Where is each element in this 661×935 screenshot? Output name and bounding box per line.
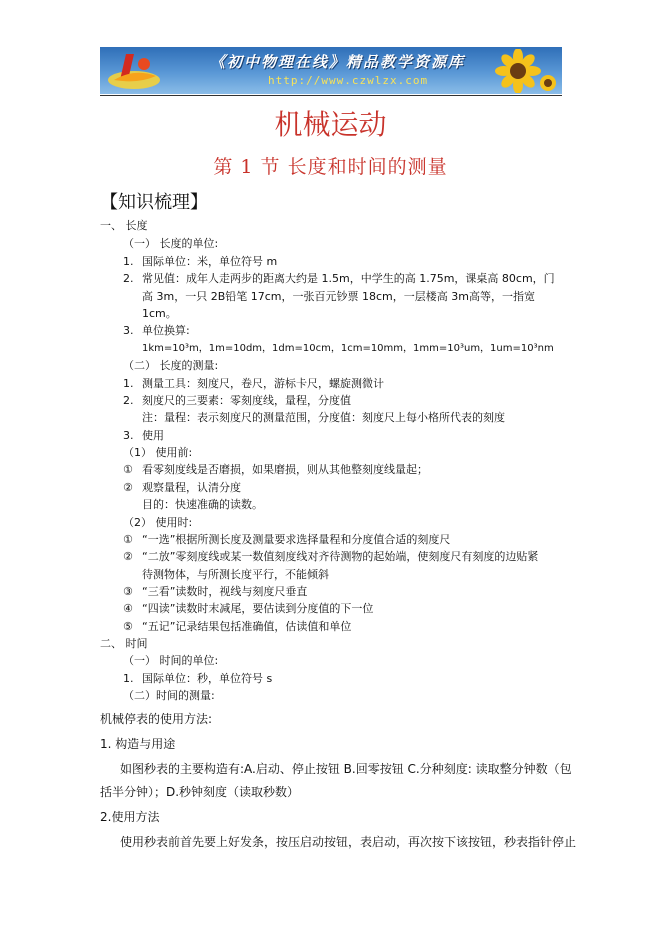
list-marker: ② (123, 481, 133, 494)
list-item: “四读”读数时末减尾，要估读到分度值的下一位 (142, 602, 374, 615)
list-item-continuation: 高 3m，一只 2B铅笔 17cm，一张百元钞票 18cm，一层楼高 3m高等，一指宽 (142, 290, 535, 303)
note-line: 注：量程：表示刻度尺的测量范围，分度值：刻度尺上每小格所代表的刻度 (142, 411, 505, 424)
subheading-before-use: （1） 使用前: (123, 446, 193, 459)
list-marker: ⑤ (123, 620, 133, 633)
list-item: 国际单位：秒，单位符号 s (142, 672, 273, 685)
stopwatch-heading: 机械停表的使用方法: (100, 712, 213, 726)
purpose-line: 目的：快速准确的读数。 (142, 498, 263, 511)
list-item: “三看”读数时，视线与刻度尺垂直 (142, 585, 308, 598)
list-marker: ② (123, 550, 133, 563)
list-marker: ④ (123, 602, 133, 615)
subheading-time-measurement: （二）时间的测量: (123, 689, 215, 702)
list-item: 国际单位：米，单位符号 m (142, 255, 278, 268)
sunflower-icon (478, 49, 558, 93)
structure-heading: 1. 构造与用途 (100, 737, 176, 751)
list-marker: ③ (123, 585, 133, 598)
subheading-time-units: （一） 时间的单位: (123, 654, 219, 667)
list-item-continuation: 1cm。 (142, 307, 177, 320)
banner-url: http://www.czwlzx.com (268, 74, 429, 87)
list-item: “五记”记录结果包括准确值，估读值和单位 (142, 620, 352, 633)
header-banner (100, 47, 562, 94)
paragraph-line: 如图秒表的主要构造有:A.启动、停止按钮 B.回零按钮 C.分种刻度: 读取整分钟数（包 (120, 762, 572, 776)
usage-heading: 2.使用方法 (100, 810, 160, 824)
list-number: 1. (123, 672, 134, 685)
banner-title: 《初中物理在线》精品教学资源库 (210, 53, 466, 71)
list-item: 单位换算: (142, 324, 190, 337)
list-number: 3. (123, 429, 134, 442)
subheading-measurement: （二） 长度的测量: (123, 359, 219, 372)
list-number: 2. (123, 272, 134, 285)
list-item: 观察量程，认清分度 (142, 481, 241, 494)
list-item: 看零刻度线是否磨损，如果磨损，则从其他整刻度线量起； (142, 463, 428, 476)
heading-length: 一、 长度 (100, 219, 148, 232)
list-item: 刻度尺的三要素：零刻度线，量程，分度值 (142, 394, 351, 407)
paragraph-line: 使用秒表前首先要上好发条，按压启动按钮，表启动，再次按下该按钮，秒表指针停止 (120, 835, 577, 849)
list-item-continuation: 待测物体，与所测长度平行，不能倾斜 (142, 568, 329, 581)
list-item: 测量工具：刻度尺，卷尺，游标卡尺，螺旋测微计 (142, 377, 384, 390)
heading-time: 二、 时间 (100, 637, 148, 650)
chapter-title: 机械运动 (274, 108, 387, 141)
subheading-units: （一） 长度的单位: (123, 237, 219, 250)
list-number: 1. (123, 377, 134, 390)
banner-logo-icon (104, 50, 164, 92)
list-number: 1. (123, 255, 134, 268)
list-number: 3. (123, 324, 134, 337)
paragraph-line: 括半分钟）；D.秒钟刻度（读取秒数） (100, 785, 300, 799)
list-number: 2. (123, 394, 134, 407)
unit-conversion: 1km=10³m，1m=10dm，1dm=10cm，1cm=10mm，1mm=10³um，1um=10³nm (142, 343, 554, 354)
subheading-during-use: （2） 使用时: (123, 516, 193, 529)
list-marker: ① (123, 463, 133, 476)
list-item: “二放”零刻度线或某一数值刻度线对齐待测物的起始端，使刻度尺有刻度的边贴紧 (142, 550, 539, 563)
list-item: 使用 (142, 429, 164, 442)
section-title: 第 1 节 长度和时间的测量 (213, 156, 448, 178)
list-item: “一选”根据所测长度及测量要求选择量程和分度值合适的刻度尺 (142, 533, 451, 546)
summary-heading: 【知识梳理】 (100, 192, 208, 213)
list-marker: ① (123, 533, 133, 546)
header-rule (100, 95, 562, 96)
list-item: 常见值：成年人走两步的距离大约是 1.5m，中学生的高 1.75m，课桌高 80cm，门 (142, 272, 555, 285)
